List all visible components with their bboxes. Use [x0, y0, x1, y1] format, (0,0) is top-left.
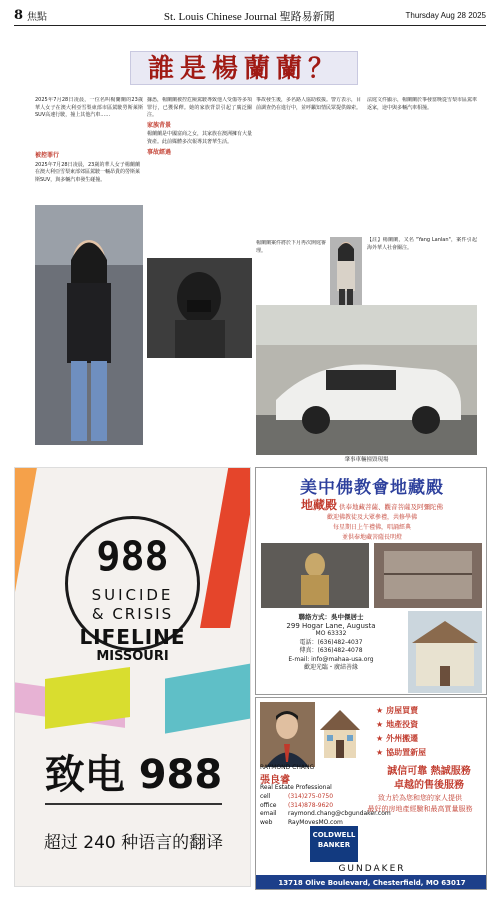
church-fax: 傳真：(636)482-4078 — [299, 647, 363, 654]
church-ad[interactable] — [255, 467, 487, 695]
star-icon: ★ — [376, 706, 384, 715]
article-column-4b — [367, 237, 477, 302]
section-subhead: 事故經過 — [147, 148, 172, 156]
article-column-1 — [35, 97, 143, 149]
agent-name-cn: 張良睿 — [260, 775, 290, 786]
church-email[interactable]: E-mail: info@mahaa-usa.org — [288, 655, 374, 663]
church-title: 美中佛教會地藏殿 — [300, 478, 444, 498]
star-icon: ★ — [376, 734, 384, 743]
decor-stripe — [165, 657, 251, 733]
church-photo-wall — [374, 543, 482, 608]
article-paragraph: 事故發生後，多名路人協助救援。警方表示，目前調查仍在進行中，並呼籲知情民眾提供線索。 — [256, 97, 361, 111]
church-line-3: 每星期日上午禮佛，唱誦經典 — [332, 524, 411, 531]
article-paragraph: 楊蘭蘭案件將於下月再次開庭審理。 — [256, 240, 326, 254]
article-paragraph: 2025年7月28日凌晨，一位名叫楊蘭蘭的23歲華人女子在澳大利亞雪梨東部市區駕駛勞斯萊斯SUV高速行駛，撞上其他汽車…… — [35, 97, 143, 119]
photo-woman-standing — [35, 205, 143, 445]
agent-name-en: RAYMOND CHANG — [260, 764, 315, 771]
church-photo-statue — [261, 543, 369, 608]
lifeline-line-4: MISSOURI — [96, 649, 169, 664]
section-subhead: 家族背景 — [147, 121, 172, 129]
coldwell-banker-logo: COLDWELL BANKER — [310, 826, 358, 862]
star-icon: ★ — [376, 748, 384, 757]
lifeline-line-2: & CRISIS — [91, 605, 174, 623]
agent-website[interactable]: RayMovesMO.com — [288, 818, 343, 826]
church-address: 299 Hogar Lane, Augusta — [286, 621, 376, 630]
article-paragraph: 據悉，楊蘭蘭被控危險駕駛導致他人受傷等多項罪行，已獲保釋。她的家族背景引起了廣泛關注。 — [147, 97, 252, 119]
photo-caption: 肇事車輛撞毀現場 — [344, 457, 389, 463]
article-column-1b — [35, 150, 140, 205]
page-header — [14, 6, 486, 26]
church-state: MO 63332 — [315, 630, 347, 637]
church-contact — [256, 613, 406, 673]
church-subtitle — [262, 496, 482, 513]
agent-office[interactable]: (314)878-9620 — [288, 801, 334, 809]
lifeline-number: 988 — [96, 534, 169, 580]
section-subhead: 被控罪行 — [35, 152, 60, 159]
service-item: ★ 協助置新屋 — [376, 748, 427, 757]
article-paragraph: 2025年7月28日凌晨，23歲的華人女子楊蘭蘭在澳大利亞雪梨東部郊區駕駛一輛昂貴的勞斯萊斯SUV，與多輛汽車發生碰撞。 — [35, 161, 140, 183]
lifeline-ad[interactable] — [14, 467, 251, 887]
photo-crashed-car — [256, 305, 477, 455]
article-paragraph: 【註】楊蘭蘭，又名 "Yang Lanlan"，案件引起海外華人社會關注。 — [367, 237, 477, 251]
house-illustration — [318, 702, 362, 762]
church-hall-name: 地藏殿 — [300, 498, 337, 512]
realtor-desc-1: 致力於為您和您的家人提供 — [378, 794, 462, 802]
article-paragraph: 楊蘭蘭是中國富商之女，其家族在澳洲擁有大量資產。此前媒體多次報導其奢華生活。 — [147, 131, 252, 145]
issue-date: Thursday Aug 28 2025 — [405, 11, 486, 20]
photo-woman-masked — [147, 258, 252, 358]
agent-title: Real Estate Professional — [260, 784, 332, 791]
star-icon: ★ — [376, 720, 384, 729]
church-line-2: 歡迎佛教徒及大眾參禮，共修學佛 — [326, 514, 417, 521]
agent-cell[interactable]: (314)275-0750 — [288, 793, 334, 800]
article-headline: 誰是楊蘭蘭？ — [130, 51, 358, 85]
publication-title: St. Louis Chinese Journal 聖路易新聞 — [163, 10, 335, 23]
realtor-address: 13718 Olive Boulevard, Chesterfield, MO 63017 — [256, 875, 487, 890]
photo-woman-portrait — [330, 237, 362, 312]
lifeline-line-1: SUICIDE — [91, 586, 174, 604]
realtor-slogan: 誠信可靠 熱誠服務 — [387, 766, 471, 777]
lifeline-line-3: LIFELINE — [79, 625, 186, 649]
lifeline-chinese-title: 致电 988 — [44, 752, 223, 798]
church-photo-building — [408, 611, 482, 693]
service-item: ★ 地產投資 — [376, 720, 419, 729]
service-item: ★ 外州搬遷 — [376, 734, 419, 743]
article-column-3 — [256, 97, 361, 257]
agent-contact: cell (314)275-0750 office (314)878-9620 email raymond.chang@cbgundaker.com web RayMovesMO.com — [260, 793, 391, 826]
lifeline-chinese-subtitle: 超过 240 种语言的翻译 — [43, 833, 224, 853]
church-line-4: 並供奉地藏菩薩長明燈 — [341, 534, 402, 541]
services-list — [376, 704, 484, 760]
section-name: 焦點 — [27, 12, 48, 23]
service-item: ★ 房屋買賣 — [376, 706, 419, 715]
church-hall-desc: 供奉地藏菩薩、觀音菩薩及阿彌陀佛 — [339, 503, 444, 511]
church-footer: 歡迎光臨・廣結善緣 — [303, 664, 358, 671]
contact-person: 聯絡方式：吳中傑居士 — [298, 613, 364, 621]
church-phone: 電話：(636)482-4037 — [299, 638, 363, 646]
realtor-ad[interactable] — [255, 697, 487, 890]
article-column-4 — [367, 97, 477, 252]
decor-stripe — [14, 468, 37, 648]
agent-email[interactable]: raymond.chang@cbgundaker.com — [288, 810, 391, 817]
page-number: 8 — [14, 8, 24, 23]
agent-portrait — [260, 702, 315, 767]
article-paragraph: 法庭文件顯示，楊蘭蘭於事發當晚從雪梨市區駕車返家，途中與多輛汽車相撞。 — [367, 97, 477, 111]
realtor-desc-2: 最好的房地產經驗和最高質量服務 — [367, 805, 473, 813]
divider — [45, 803, 222, 805]
realtor-slogan-2: 卓越的售後服務 — [394, 780, 464, 791]
gundaker-brand: GUNDAKER — [338, 864, 406, 874]
